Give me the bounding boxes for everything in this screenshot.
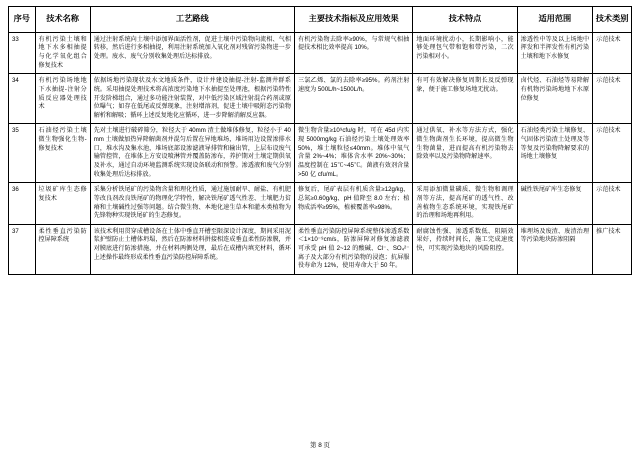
table-row: [9, 32, 632, 74]
cell-type: 示范技术: [593, 32, 632, 74]
cell-type: 示范技术: [593, 124, 632, 183]
table-body: [9, 32, 632, 274]
cell-no: 34: [9, 74, 36, 124]
cell-type: 示范技术: [593, 74, 632, 124]
cell-index: 有机污染物去除率≥90%，与常规气相抽提技术相比效率提高 10%。: [294, 32, 412, 74]
cell-index: 柔性垂直污染防控屏障系统整体渗透系数＜1×10⁻⁹cm/s，防渗屏障对修复渗滤液可承受 pH 值 2~12 的酸碱、Cl⁻、SO₄²⁻离子及大部分有机污染物的浸泡；抗屏服役寿命为 12%，使用寿命大于 50 年。: [294, 224, 412, 274]
cell-type: 推广技术: [593, 224, 632, 274]
cell-scope: 碱性铁尾矿库生态修复: [517, 183, 593, 225]
cell-feature: 采用添加微量磷质、微生物和调理剂等方法，提高尾矿的透气性、改善植物生态系统环境，实现铁尾矿的治理和场地再利用。: [413, 183, 517, 225]
cell-scope: 渗透性中等及以上场地中挥发和半挥发性有机污染土壤和地下水修复: [517, 32, 593, 74]
cell-route: 依据场地污染现状及水文地质条件，设计并建设抽提-注射-监测井群系统。采用抽提处理技术将高浓度污染地下水抽提至处理池，根据污染特性开发阶梯组合，通过多功能注射装置，对中低污染区域注射混合药剂或原位曝气；如存在低尾或反弹现象，注射增溶剂，促进土壤中吸附态污染物解析和解吸；循环上述反复地化应循环，进一步降解消解反应器。: [90, 74, 294, 124]
cell-no: 33: [9, 32, 36, 74]
cell-route: 通过注射系统向土壤中添加界面活性剂，促进土壤中污染物向流相、气相转移，然后进行多相抽提，利用注射系统加入氧化剂对残留污染物进一步处理。废水、废气分别收集处理后达标排放。: [90, 32, 294, 74]
cell-feature: 通过供氧、补水等方法方式，强化微生物菌剂生长环境，提高微生物生物菌量，进而提高有机污染物去除效率以及污染物降解速率。: [413, 124, 517, 183]
cell-no: 36: [9, 183, 36, 225]
cell-route: 采集分析铁尾矿的污染物含量和理化性质，通过施加耐旱、耐盐、有机肥等改良剂改良铁尾矿的物理化学特性，解决铁尾矿透气性差、土壤肥力贫瘠和土壤碱性过强等问题。结合微生物、本地化速生草本和灌木类植物为先锋物种实现铁尾矿的生态修复。: [90, 183, 294, 225]
cell-index: 三氯乙烯、氯的去除率≥95%。药剂注射速度为 500L/h~1500L/h。: [294, 74, 412, 124]
cell-index: 微生物含量≥10⁹cfu/g 时，可在 45d 内实现 5000mg/kg 石油烃污染土壤处理效率 50%，堆土壤粒径≤40mm。堆体中氧气含量 2%~4%；堆体含水率 20%~30%；温度控制在 15℃~45℃。菌液有效剂含量>50 亿 cfu/mL。: [294, 124, 412, 183]
cell-index: 修复后，尾矿表层有机质含量≥12g/kg、总氮≥0.60g/kg、pH 值降至 8.0 左右；植物成活率≥95%，植被覆盖率≥98%。: [294, 183, 412, 225]
cell-name: 石油烃污染土壤微生物强化生物-修复技术: [35, 124, 90, 183]
cell-scope: 石油烃类污染土壤修复、气固体污染渣土处理及等等复及污染物降解要求的场地土壤修复: [517, 124, 593, 183]
cell-no: 37: [9, 224, 36, 274]
col-header-name: 技术名称: [35, 7, 90, 33]
table-header-row: [9, 7, 632, 33]
cell-route: 该技术利用贯穿成槽设备在土体中垂直开槽至限深设计深度，期间采用泥浆护壁防止土槽体坍塌，然后在防渗材料拼接相连成垂直柔性防渗膜，并对膜底进行防渗措施，并在材料两侧处理，最后在成槽内填充材料，循环上述操作最终形成柔性垂直污染防控屏障系统。: [90, 224, 294, 274]
table-row: [9, 74, 632, 124]
cell-route: 先对土壤进行破碎筛分，粒径大于 40mm 渣土做堆体修复，粒径小于 40mm 土壤做加热异降解菌剂并混匀后置在异地堆场，堆场用边设置渗排水口，堆水沟及集水池，堆场底部设渗滤液导排管和输出管，上层布设废气输管控管，在堆体上方安设喷淋管并覆盖防渗布，养护期对土壤定期供氧及补水，通过自动环境监测系统实现设备联动和预警。渗透液和废气分别收集处理后达标排放。: [90, 124, 294, 183]
cell-type: 示范技术: [593, 183, 632, 225]
cell-feature: 有可有效解决修复周期长及反弹现象，便于施工修复场地无扰动。: [413, 74, 517, 124]
cell-feature: 耐腐蚀性强、渗透系数低、阻隔效果好，持续时间长，施工完成速度快，可实现污染地块的风险阻控。: [413, 224, 517, 274]
table-row: [9, 224, 632, 274]
technology-table: [8, 6, 632, 275]
col-header-index: 主要技术指标及应用效果: [294, 7, 412, 33]
cell-name: 柔性垂直污染防控屏障系统: [35, 224, 90, 274]
cell-scope: 堆埋场及废渣、废渣治理等污染地块防渗阻隔: [517, 224, 593, 274]
col-header-type: 技术类别: [593, 7, 632, 33]
page-number: 第 8 页: [310, 442, 330, 449]
cell-no: 35: [9, 124, 36, 183]
cell-name: 有机污染场地地下水抽提-注射分质反应器处理技术: [35, 74, 90, 124]
cell-feature: 地面环境扰动小，长期影响小，能够处理包气带和饱和带污染，二次污染相对小。: [413, 32, 517, 74]
col-header-no: 序号: [9, 7, 36, 33]
cell-scope: 卤代烃、石油烃等易降解有机物污染场地地下水原位修复: [517, 74, 593, 124]
table-header: [9, 7, 632, 33]
table-row: [9, 124, 632, 183]
col-header-feature: 技术特点: [413, 7, 517, 33]
cell-name: 垃圾矿库生态修复技术: [35, 183, 90, 225]
cell-name: 有机污染土壤和地下水多相抽提与化学氧化组合修复技术: [35, 32, 90, 74]
table-row: [9, 183, 632, 225]
col-header-scope: 适用范围: [517, 7, 593, 33]
col-header-route: 工艺路线: [90, 7, 294, 33]
